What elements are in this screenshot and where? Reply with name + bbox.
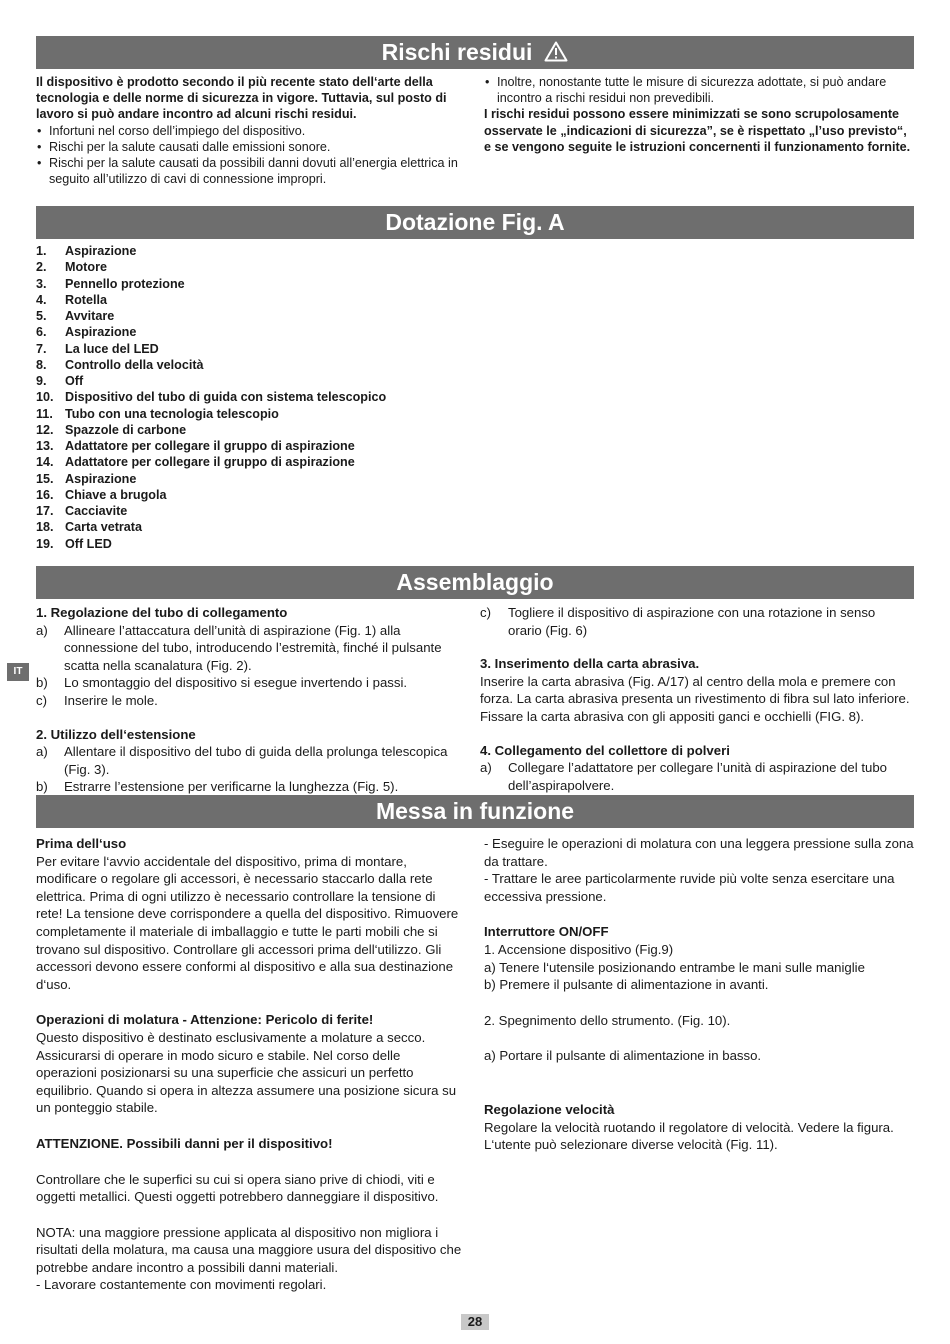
parts-list-item: 11. Tubo con una tecnologia telescopio — [36, 406, 279, 421]
parts-list — [36, 243, 386, 552]
paragraph: - Trattare le aree particolarmente ruvide più volte senza esercitare una eccessiva pressione. — [484, 871, 895, 904]
parts-list-item: 9. Off — [36, 374, 84, 388]
list-item: a) Allentare il dispositivo del tubo di guida della prolunga telescopica (Fig. 3). — [36, 744, 448, 777]
paragraph: Regolare la velocità ruotando il regolatore di velocità. Vedere la figura. L‘utente può selezionare diverse velocità (Fig. 11). — [484, 1119, 894, 1153]
list-item: c) Togliere il dispositivo di aspirazione con una rotazione in senso orario (Fig. 6) — [480, 605, 876, 638]
paragraph: NOTA: una maggiore pressione applicata al dispositivo non migliora i risultati della molatura, ma causa una maggiore usura del dispositivo che potrebbe andare incontro a possibili danni materiali. — [36, 1224, 462, 1275]
rischi-closing: I rischi residui possono essere minimizzati se sono scrupolosamente osservate le „indicazioni di sicurezza”, se è rispettato „l’uso previsto“, e se vengono seguite le istruzioni concernenti il funzionamento fornite. — [484, 107, 911, 154]
parts-list-item: 17. Cacciavite — [36, 504, 128, 518]
parts-list-item: 8. Controllo della velocità — [36, 357, 204, 372]
list-item: a) Collegare l’adattatore per collegare l’unità di aspirazione del tubo dell’aspirapolvere. — [480, 760, 888, 793]
section-header-messa-in-funzione — [36, 795, 914, 828]
list-item: b) Estrarre l’estensione per verificarne la lunghezza (Fig. 5). — [36, 779, 399, 795]
parts-list-item: 19. Off LED — [36, 536, 112, 551]
rischi-bullet: • Infortuni nel corso dell’impiego del dispositivo. — [36, 123, 468, 139]
paragraph: Questo dispositivo è destinato esclusivamente a molature a secco. Assicurarsi di operare in modo sicuro e stabile. Nel corso delle operazioni posizionarsi su una superficie che assicuri un perfetto equilibrio. Quando si opera in altezza assumere una posizione sicura su un ponteggio stabile. — [36, 1029, 457, 1116]
parts-list-item: 15. Aspirazione — [36, 471, 137, 486]
list-item: b) Lo smontaggio del dispositivo si esegue invertendo i passi. — [36, 675, 408, 691]
warning-triangle-icon — [544, 38, 568, 71]
rischi-intro: Il dispositivo è prodotto secondo il più recente stato dell‘arte della tecnologia e delle norme di sicurezza in vigore. Tuttavia, sul posto di lavoro si può andare incontro ad alcuni rischi residui. — [36, 75, 447, 122]
rischi-bullet: • Rischi per la salute causati dalle emissioni sonore. — [36, 139, 468, 155]
section-title: Assemblaggio — [396, 569, 554, 595]
messa-left-column — [36, 835, 464, 1294]
paragraph: a) Portare il pulsante di alimentazione in basso. — [484, 1048, 762, 1064]
subheading: 2. Utilizzo dell‘estensione — [36, 726, 196, 742]
paragraph: b) Premere il pulsante di alimentazione in avanti. — [484, 977, 769, 993]
section-title: Rischi residui — [381, 39, 533, 65]
subheading: ATTENZIONE. Possibili danni per il dispositivo! — [36, 1135, 333, 1151]
paragraph: 2. Spegnimento dello strumento. (Fig. 10). — [484, 1012, 731, 1028]
section-title: Messa in funzione — [375, 798, 575, 824]
subheading: Operazioni di molatura - Attenzione: Pericolo di ferite! — [36, 1012, 374, 1028]
paragraph: Controllare che le superfici su cui si opera siano prive di chiodi, viti e oggetti metallici. Questi oggetti potrebbero danneggiare il dispositivo. — [36, 1171, 439, 1205]
rischi-right-column — [484, 74, 912, 155]
parts-list-item: 18. Carta vetrata — [36, 520, 143, 535]
paragraph: Per evitare l‘avvio accidentale del dispositivo, prima di montare, modificare o regolare gli accessori, è necessario staccarlo dalla rete elettrica. Prima di ogni utilizzo è necessario controllare la tensione di rete! La tensione deve corrispondere a quella del dispositivo. Rimuovere completamente il materiale di imballaggio e tutte le parti mobili che si trovano sul dispositivo. Controllare gli accessori prima dell‘utilizzo. Gli accessori devono essere conformi al dispositivo e alla sua destinazione d‘uso. — [36, 853, 459, 992]
parts-list-item: 2. Motore — [36, 260, 107, 275]
assemblaggio-left-column — [36, 604, 464, 796]
parts-list-item: 4. Rotella — [36, 292, 107, 307]
paragraph: - Eseguire le operazioni di molatura con una leggera pressione sulla zona da trattare. — [484, 836, 914, 869]
subheading: 3. Inserimento della carta abrasiva. — [480, 656, 700, 672]
parts-list-item: 1. Aspirazione — [36, 244, 137, 258]
subheading: Interruttore ON/OFF — [484, 924, 609, 940]
subheading: Regolazione velocità — [484, 1101, 615, 1117]
assemblaggio-right-column — [480, 604, 912, 794]
list-item: a) Allineare l’attaccatura dell’unità di aspirazione (Fig. 1) alla connessione del tubo, introducendo l’estremità, finché il pulsante scatta nella scanalatura (Fig. 2). — [36, 622, 442, 673]
section-header-dotazione — [36, 206, 914, 239]
parts-list-item: 10. Dispositivo del tubo di guida con sistema telescopico — [36, 390, 387, 405]
language-tab: IT — [7, 663, 29, 681]
messa-right-column — [484, 835, 914, 1154]
parts-list-item: 16. Chiave a brugola — [36, 487, 167, 502]
parts-list-item: 7. La luce del LED — [36, 341, 159, 356]
parts-list-item: 14. Adattatore per collegare il gruppo di aspirazione — [36, 455, 355, 470]
parts-list-item: 13. Adattatore per collegare il gruppo di aspirazione — [36, 439, 355, 453]
parts-list-item: 5. Avvitare — [36, 309, 115, 323]
section-title: Dotazione Fig. A — [385, 209, 565, 235]
paragraph: - Lavorare costantemente con movimenti regolari. — [36, 1277, 327, 1293]
paragraph: a) Tenere l‘utensile posizionando entrambe le mani sulle maniglie — [484, 959, 865, 975]
parts-list-item: 3. Pennello protezione — [36, 276, 185, 291]
paragraph: Inserire la carta abrasiva (Fig. A/17) al centro della mola e premere con forza. La carta abrasiva presenta un rivestimento di fibra sul lato inferiore. Fissare la carta abrasiva con gli appositi ganci e occhielli (FIG. 8). — [480, 673, 910, 724]
rischi-left-column — [36, 74, 468, 187]
page-number: 28 — [461, 1314, 489, 1330]
subheading: Prima dell‘uso — [36, 836, 127, 851]
rischi-bullet: • Rischi per la salute causati da possibili danni dovuti all’energia elettrica in seguito all’utilizzo di cavi di connessione impropri. — [36, 155, 468, 187]
list-item: c) Inserire le mole. — [36, 692, 158, 708]
subheading: 4. Collegamento del collettore di polveri — [480, 742, 730, 758]
paragraph: 1. Accensione dispositivo (Fig.9) — [484, 941, 674, 957]
parts-list-item: 12. Spazzole di carbone — [36, 422, 187, 437]
section-header-rischi-residui — [36, 36, 914, 69]
subheading: 1. Regolazione del tubo di collegamento — [36, 605, 288, 620]
parts-list-item: 6. Aspirazione — [36, 325, 137, 340]
section-header-assemblaggio — [36, 566, 914, 599]
rischi-bullet: • Inoltre, nonostante tutte le misure di sicurezza adottate, si può andare incontro a rischi residui non prevedibili. — [484, 74, 912, 106]
